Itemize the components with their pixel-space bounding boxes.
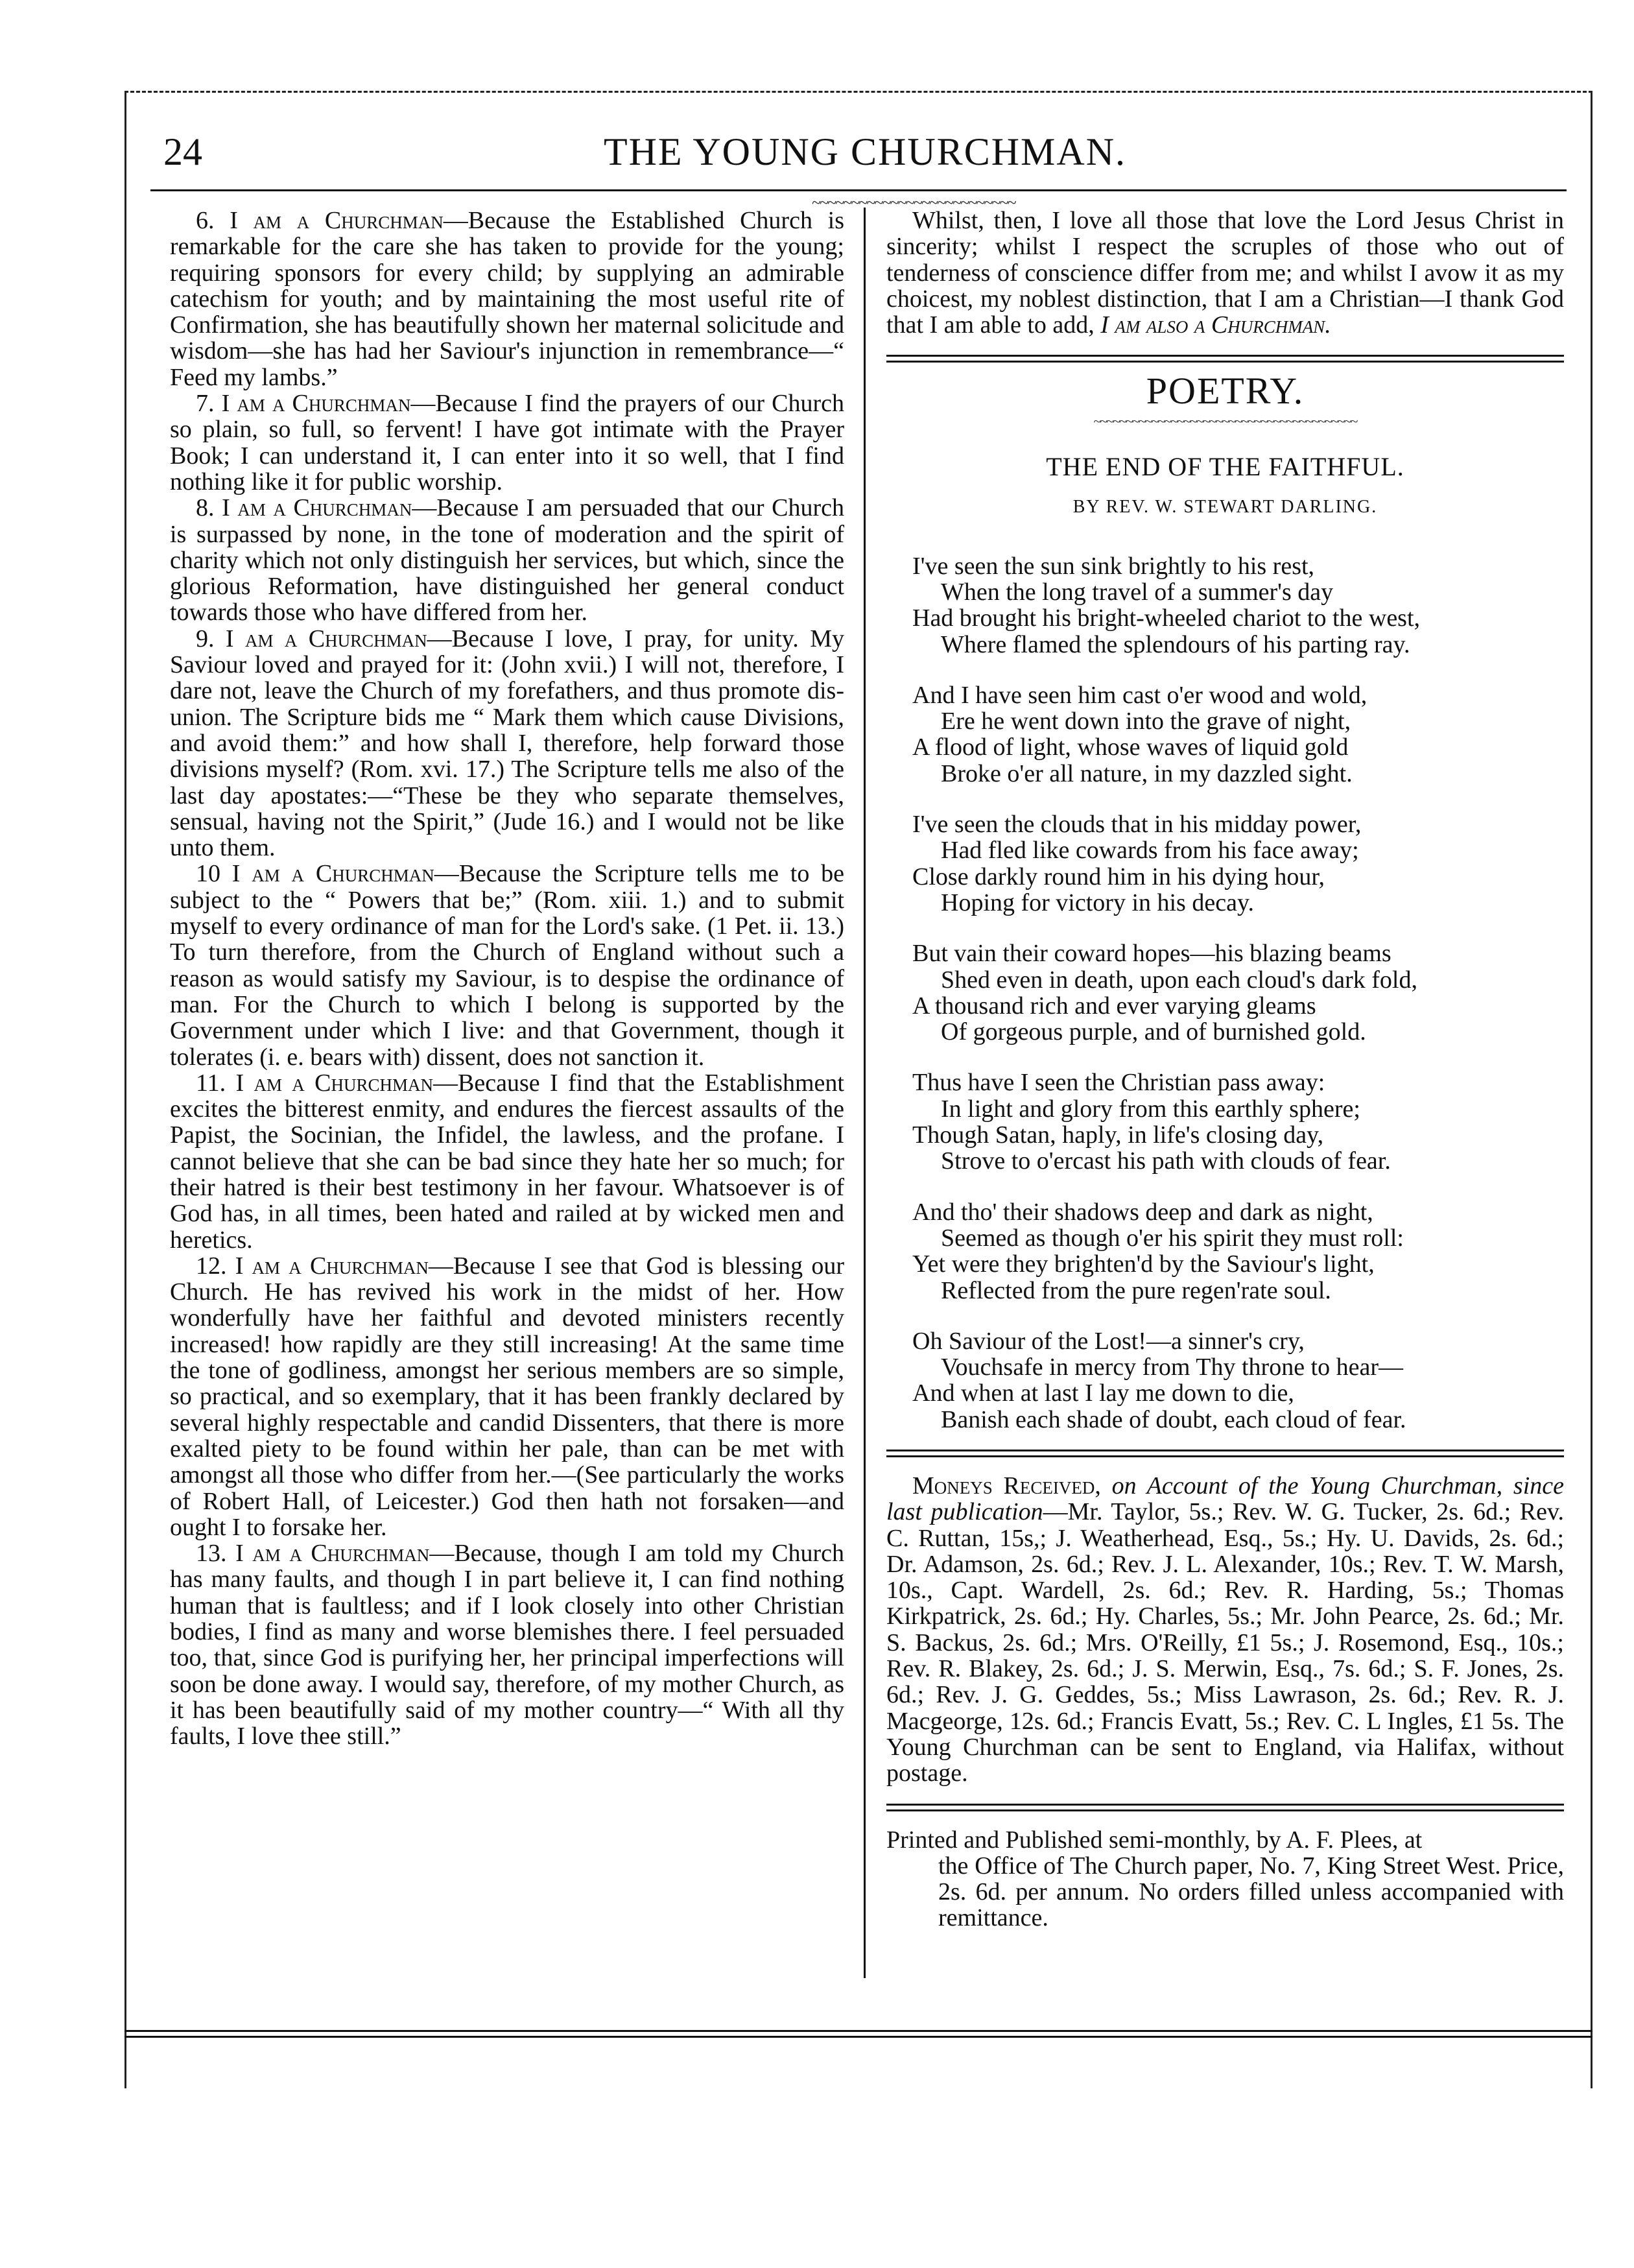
paragraph-6 [170, 208, 844, 390]
verse-line: A flood of light, whose waves of liquid gold [912, 734, 1349, 761]
poem-title: THE END OF THE FAITHFUL. [1046, 452, 1404, 482]
intro-paragraph [886, 208, 1564, 338]
header-rule [150, 189, 1567, 191]
section-rule [886, 1450, 1564, 1457]
intro-text: Whilst, then, I love all those that love the Lord Jesus Christ in sincerity; whilst I respect the scruples of those who out of tenderness of conscience differ from me; and whilst I avow it as my choicest, my noblest distinction, that I am a Christian—I thank God that I am able to add, [886, 207, 1564, 339]
right-column [886, 208, 1564, 1931]
poetry-heading: POETRY. [1146, 370, 1305, 412]
imprint-line: the Office of The Church paper, No. 7, King Street West. Price, 2s. 6d. per annum. No orders filled unless accompanied with remittance. [938, 1852, 1564, 1932]
paragraph-11 [170, 1070, 844, 1253]
poem-byline: BY REV. W. STEWART DARLING. [1072, 497, 1378, 518]
paragraph-lead: 11. I am a Churchman [196, 1069, 434, 1097]
paragraph-lead: 6. I am a Churchman [196, 207, 444, 234]
paragraph-9 [170, 626, 844, 861]
page-header [163, 130, 1567, 188]
verse-line: Had brought his bright-wheeled chariot to the west, [912, 604, 1421, 632]
paragraph-text: —Because I find the prayers of our Church so plain, so full, so fervent! I have got intimate with the Prayer Book; I can understand it, I can enter into it so well, that I find nothing like it for public worship. [170, 390, 844, 495]
top-border [124, 91, 1593, 93]
paragraph-lead: 8. I am a Churchman [196, 494, 412, 522]
verse-line: Had fled like cowards from his face away; [941, 837, 1359, 865]
bottom-rule [124, 2030, 1593, 2038]
verse-line: I've seen the sun sink brightly to his rest, [912, 552, 1315, 580]
paragraph-text: —Because the Scripture tells me to be subject to the “ Powers that be;” (Rom. xiii. 1.) and to submit myself to every ordinance of man for the Lord's sake. (1 Pet. ii. 13.) To turn therefore, from the Church of England without such a reason as would satisfy my Saviour, is to despise the ordinance of man. For the Church to which I belong is supported by the Government under which I live: and that Government, though it tolerates (i. e. bears with) dissent, does not sanction it. [170, 860, 844, 1071]
stanza [912, 1069, 1564, 1174]
verse-line: Oh Saviour of the Lost!—a sinner's cry, [912, 1327, 1305, 1355]
verse-line: And when at last I lay me down to die, [912, 1379, 1294, 1407]
verse-line: Though Satan, haply, in life's closing day, [912, 1121, 1324, 1149]
verse-line: Of gorgeous purple, and of burnished gold. [941, 1018, 1366, 1046]
newspaper-page [124, 91, 1593, 2088]
verse-line: Close darkly round him in his dying hour, [912, 863, 1325, 890]
paragraph-13 [170, 1540, 844, 1749]
paragraph-text: —Because I see that God is blessing our Church. He has revived his work in the midst of her. How wonderfully have her faithful and devoted ministers recently increased! how rapidly are they still increasing! At the same time the tone of godliness, amongst her serious members are so simple, so practical, and so exemplary, that it has been frankly declared by several highly respectable and candid Dissenters, that there is more exalted piety to be found within her pale, than can be met with amongst all those who differ from her.—(See particularly the works of Robert Hall, of Leicester.) God then hath not forsaken—and ought I to forsake her. [170, 1252, 844, 1541]
verse-line: Seemed as though o'er his spirit they must roll: [941, 1224, 1404, 1252]
verse-line: Strove to o'ercast his path with clouds of fear. [941, 1147, 1391, 1175]
paragraph-lead: 10 I am a Churchman [196, 860, 434, 888]
left-border [124, 91, 126, 2088]
verse-line: I've seen the clouds that in his midday power, [912, 811, 1362, 839]
verse-line: When the long travel of a summer's day [941, 578, 1334, 606]
paragraph-text: —Because the Established Church is remarkable for the care she has taken to provide for the young; requiring sponsors for every child; by supplying an admirable catechism for youth; and by maintaining the most useful rite of Confirmation, she has beautifully shown her maternal solicitude and wisdom—she has had her Saviour's injunction in remembrance—“ Feed my lambs.” [170, 207, 844, 391]
running-title: THE YOUNG CHURCHMAN. [603, 130, 1127, 173]
paragraph-10 [170, 861, 844, 1069]
verse-line: Ere he went down into the grave of night, [941, 708, 1351, 735]
left-column [170, 208, 844, 1750]
verse-line: And I have seen him cast o'er wood and wold, [912, 681, 1368, 709]
verse-line: Shed even in death, upon each cloud's dark fold, [941, 966, 1417, 994]
verse-line: In light and glory from this earthly sphere; [941, 1095, 1360, 1123]
verse-line: Vouchsafe in mercy from Thy throne to hear— [941, 1354, 1404, 1381]
paragraph-8 [170, 495, 844, 625]
ornament-rule: ~~~~~~~~~~~~~~~~~~~~~~~~~~ [812, 193, 1015, 212]
intro-tail: I am also a Churchman. [1100, 311, 1331, 339]
verse-line: Thus have I seen the Christian pass away: [912, 1069, 1325, 1097]
stanza [912, 682, 1564, 787]
moneys-received [886, 1473, 1564, 1787]
verse-line: Broke o'er all nature, in my dazzled sight. [941, 759, 1353, 787]
page-number: 24 [163, 130, 202, 173]
section-rule [886, 1804, 1564, 1811]
section-rule [886, 355, 1564, 363]
column-divider [864, 208, 866, 1978]
verse-line: A thousand rich and ever varying gleams [912, 992, 1316, 1020]
imprint [886, 1827, 1564, 1931]
paragraph-7 [170, 390, 844, 495]
stanza [912, 553, 1564, 658]
paragraph-12 [170, 1253, 844, 1540]
verse-line: Hoping for victory in his decay. [941, 889, 1254, 916]
verse-line: And tho' their shadows deep and dark as night, [912, 1198, 1373, 1226]
paragraph-text: —Because I love, I pray, for unity. My Saviour loved and prayed for it: (John xvii.) I will not, therefore, I dare not, leave the Church of my forefathers, and thus promote dis-union. The Scripture bids me “ Mark them which cause Divisions, and avoid them:” and how shall I, therefore, help forward those divisions myself? (Rom. xvi. 17.) The Scripture tells me also of the last day apostates:—“These be they who separate themselves, sensual, having not the Spirit,” (Jude 16.) and I would not be like unto them. [170, 625, 844, 862]
right-border [1591, 91, 1593, 2088]
moneys-lead: Moneys Received, [912, 1472, 1101, 1499]
imprint-line: Printed and Published semi-monthly, by A. F. Plees, at [886, 1826, 1423, 1854]
paragraph-lead: 13. I am a Churchman [196, 1540, 430, 1568]
paragraph-lead: 9. I am a Churchman [196, 625, 427, 652]
paragraph-lead: 12. I am a Churchman [196, 1252, 429, 1280]
verse-line: Reflected from the pure regen'rate soul. [941, 1276, 1331, 1304]
verse-line: But vain their coward hopes—his blazing beams [912, 940, 1391, 968]
verse-line: Yet were they brighten'd by the Saviour's light, [912, 1250, 1375, 1278]
stanza [912, 811, 1564, 916]
verse-line: Where flamed the splendours of his parting ray. [941, 630, 1410, 658]
moneys-subhead: on Account of the Young Churchman, since last publication [886, 1472, 1564, 1526]
moneys-list: —Mr. Taylor, 5s.; Rev. W. G. Tucker, 2s. 6d.; Rev. C. Ruttan, 15s,; J. Weatherhead, Esq., 5s.; Hy. U. Davids, 2s. 6d.; Dr. Adamson, 2s. 6d.; Rev. J. L. Alexander, 10s.; Rev. T. W. Marsh, 10s., Capt. Wardell, 2s. 6d.; Rev. R. Harding, 5s.; Thomas Kirkpatrick, 2s. 6d.; Hy. Charles, 5s.; Mr. John Pearce, 2s. 6d.; Mr. S. Backus, 2s. 6d.; Mrs. O'Reilly, £1 5s.; J. Rosemond, Esq., 10s.; Rev. R. Blakey, 2s. 6d.; J. S. Merwin, Esq., 7s. 6d.; S. F. Jones, 2s. 6d.; Rev. J. G. Geddes, 5s.; Miss Lawrason, 2s. 6d.; Rev. R. J. Macgeorge, 12s. 6d.; Francis Evatt, 5s.; Rev. C. L Ingles, £1 5s. The Young Churchman can be sent to England, via Halifax, without postage. [886, 1498, 1564, 1787]
ornament-rule: ~~~~~~~~~~~~~~~~~~~~~~~~~~~~~~~~~~~~~~~~~ [1093, 412, 1357, 429]
paragraph-text: —Because, though I am told my Church has many faults, and though I in part believe it, I can find nothing human that is faultless; and if I look closely into other Christian bodies, I find as many and worse blemishes there. I feel persuaded too, that, since God is purifying her, her principal imperfections will soon be done away. I would say, therefore, of my mother Church, as it has been beautifully said of my mother country—“ With all thy faults, I love thee still.” [170, 1540, 844, 1750]
stanza [912, 940, 1564, 1045]
verse-line: Banish each shade of doubt, each cloud of fear. [941, 1405, 1406, 1433]
stanza [912, 1199, 1564, 1304]
paragraph-text: —Because I find that the Establishment excites the bitterest enmity, and endures the fiercest assaults of the Papist, the Socinian, the Infidel, the lawless, and the profane. I cannot believe that she can be bad since they hate her so much; for their hatred is their best testimony in her favour. Whatsoever is of God has, in all times, been hated and railed at by wicked men and heretics. [170, 1069, 844, 1254]
paragraph-text: —Because I am persuaded that our Church is surpassed by none, in the tone of moderation and the spirit of charity which not only distinguish her services, but which, since the glorious Reformation, have distinguished her general conduct towards those who have differed from her. [170, 494, 844, 627]
stanza [912, 1328, 1564, 1433]
paragraph-lead: 7. I am a Churchman [196, 390, 411, 418]
